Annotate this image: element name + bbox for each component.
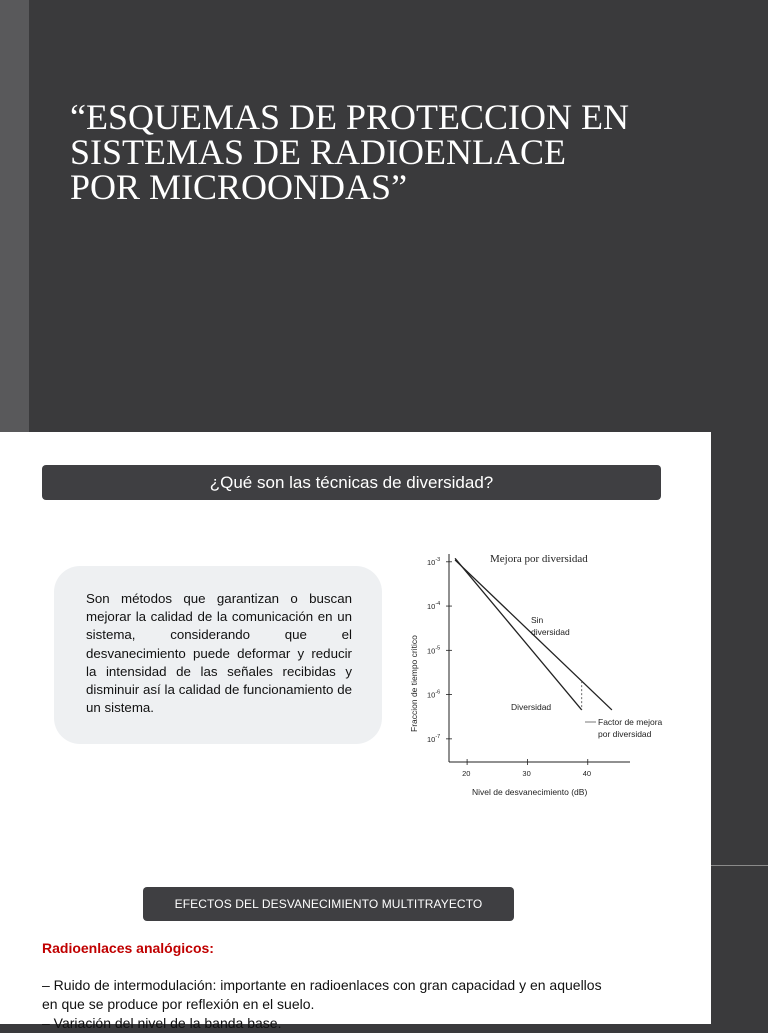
title-line-2: SISTEMAS DE RADIOENLACE: [70, 132, 567, 172]
y-tick-label: $10^{-7}$: [427, 733, 441, 744]
label-factor-1: Factor de mejora: [598, 717, 663, 727]
definition-text: Son métodos que garantizan o buscan mejorar la calidad de la comunicación en un sistema, considerando que el desvanecimiento puede deformar y reducir la intensidad de las señales recibidas y disminuir así la calidad de funcionamiento de un sistema.: [86, 591, 352, 716]
effects-bar: EFECTOS DEL DESVANECIMIENTO MULTITRAYECTO: [143, 887, 514, 921]
slide-divider-line: [711, 865, 768, 866]
title-line-1: “ESQUEMAS DE PROTECCION EN: [70, 97, 630, 137]
label-sin: Sin: [531, 615, 544, 625]
title-line-3: POR MICROONDAS”: [70, 167, 408, 207]
slide-side-strip: [0, 0, 29, 432]
x-tick-label: 20: [462, 769, 471, 778]
y-tick-label: $10^{-3}$: [427, 556, 441, 567]
label-diversidad: Diversidad: [511, 702, 552, 712]
y-axis-label: Fraccion de tiempo critico: [409, 635, 419, 732]
label-factor-2: por diversidad: [598, 729, 652, 739]
next-slide-edge: [711, 432, 768, 1024]
x-tick-label: 30: [522, 769, 531, 778]
title-slide: [0, 0, 768, 432]
x-axis-label: Nivel de desvanecimiento (dB): [472, 787, 588, 797]
effects-list: [42, 976, 612, 1033]
definition-box: [54, 566, 382, 744]
y-ticks: [427, 557, 452, 744]
analog-links-heading: Radioenlaces analógicos:: [42, 940, 214, 956]
list-item: – Ruido de intermodulación: importante en radioenlaces con gran capacidad y en aquellos en que se produce por reflexión en el suelo.: [42, 977, 602, 1012]
chart-title: Mejora por diversidad: [490, 553, 588, 565]
list-item: – Variación del nivel de la banda base.: [42, 1015, 282, 1031]
label-sin-diversidad: diversidad: [531, 627, 570, 637]
y-tick-label: $10^{-6}$: [427, 689, 441, 700]
content-slide: [0, 432, 711, 1031]
x-tick-label: 40: [582, 769, 592, 778]
slide-title: [70, 97, 710, 207]
y-tick-label: $10^{-4}$: [427, 601, 441, 612]
question-bar: ¿Qué son las técnicas de diversidad?: [42, 465, 661, 500]
y-tick-label: $10^{-5}$: [427, 645, 441, 656]
diversity-chart: [400, 544, 690, 804]
